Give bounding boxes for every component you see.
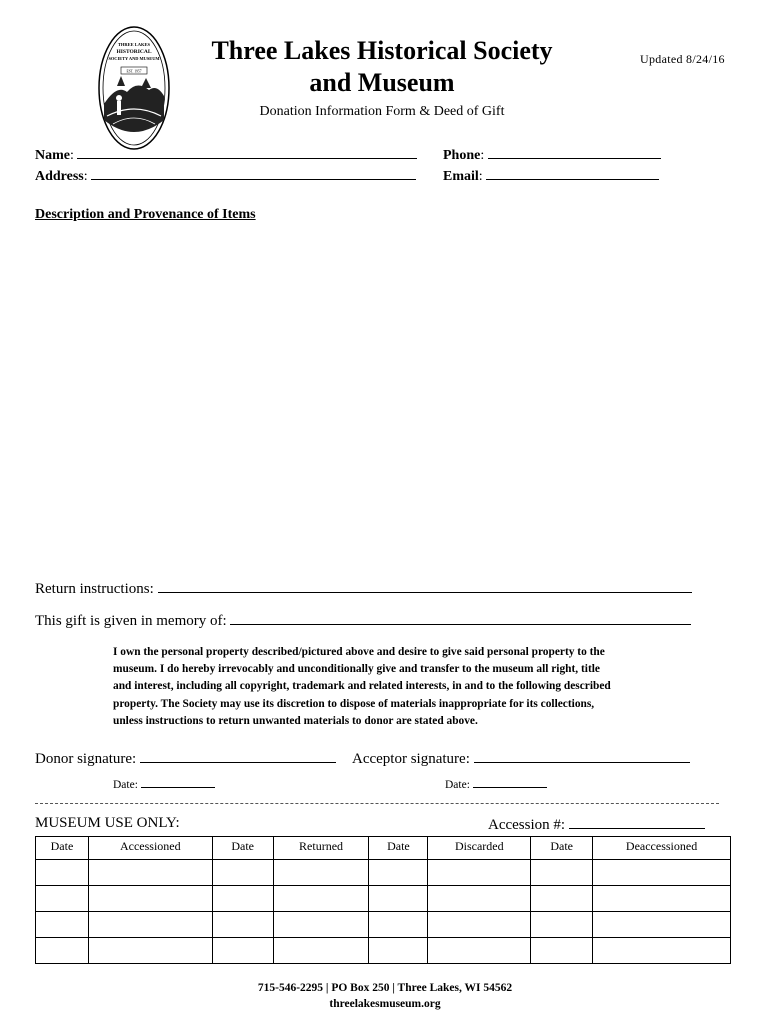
column-header: Date	[36, 837, 89, 860]
donor-signature-row	[35, 749, 336, 768]
museum-use-heading: MUSEUM USE ONLY:	[35, 815, 180, 831]
name-field-row: Name:	[35, 145, 417, 164]
column-header: Accessioned	[88, 837, 212, 860]
footer-website: threelakesmuseum.org	[329, 998, 441, 1010]
accession-row	[488, 815, 705, 834]
column-header: Discarded	[428, 837, 531, 860]
deed-line: I own the personal property described/pictured above and desire to give said personal property to the	[113, 646, 605, 658]
email-label: Email	[443, 169, 479, 184]
address-field-row: Address:	[35, 166, 416, 185]
svg-text:EST. 1957: EST. 1957	[126, 69, 142, 74]
table-cell[interactable]	[212, 912, 273, 938]
document-subtitle: Donation Information Form & Deed of Gift	[259, 104, 505, 119]
table-cell[interactable]	[593, 860, 731, 886]
table-row	[36, 938, 731, 964]
table-cell[interactable]	[212, 886, 273, 912]
table-cell[interactable]	[88, 912, 212, 938]
table-cell[interactable]	[531, 912, 593, 938]
table-row	[36, 912, 731, 938]
table-cell[interactable]	[212, 860, 273, 886]
document-title-line1: Three Lakes Historical Society	[211, 36, 553, 65]
svg-text:HISTORICAL: HISTORICAL	[116, 49, 152, 55]
accession-number-field[interactable]	[569, 815, 705, 829]
table-cell[interactable]	[36, 886, 89, 912]
name-field[interactable]	[77, 145, 417, 159]
donor-date-row	[113, 774, 215, 791]
table-cell[interactable]	[428, 860, 531, 886]
updated-date: Updated 8/24/16	[640, 52, 725, 66]
svg-text:SOCIETY AND MUSEUM: SOCIETY AND MUSEUM	[108, 56, 160, 61]
email-field[interactable]	[486, 166, 659, 180]
memory-field[interactable]	[230, 611, 691, 625]
table-cell[interactable]	[531, 860, 593, 886]
column-header: Returned	[273, 837, 369, 860]
table-cell[interactable]	[273, 938, 369, 964]
table-cell[interactable]	[593, 912, 731, 938]
cut-line-divider	[35, 803, 719, 804]
acceptor-signature-label: Acceptor signature:	[352, 751, 470, 767]
deed-line: unless instructions to return unwanted materials to donor are stated above.	[113, 714, 478, 727]
deed-line: museum. I do hereby irrevocably and unconditionally give and transfer to the museum all right, title	[113, 663, 600, 676]
svg-text:THREE LAKES: THREE LAKES	[117, 42, 151, 47]
table-header-row	[36, 837, 731, 860]
table-cell[interactable]	[369, 938, 428, 964]
memory-row	[35, 611, 691, 630]
table-cell[interactable]	[369, 886, 428, 912]
description-area[interactable]	[35, 232, 731, 572]
table-cell[interactable]	[531, 938, 593, 964]
phone-field[interactable]	[488, 145, 661, 159]
return-instructions-row	[35, 579, 692, 598]
deed-of-gift-text	[113, 644, 673, 730]
table-row	[36, 860, 731, 886]
table-cell[interactable]	[531, 886, 593, 912]
table-cell[interactable]	[593, 938, 731, 964]
table-cell[interactable]	[428, 886, 531, 912]
table-cell[interactable]	[212, 938, 273, 964]
footer-contact: 715-546-2295 | PO Box 250 | Three Lakes, WI 54562	[257, 982, 513, 994]
table-cell[interactable]	[369, 860, 428, 886]
acceptor-signature-field[interactable]	[474, 749, 690, 763]
acceptor-date-label: Date:	[445, 779, 470, 791]
donor-date-field[interactable]	[141, 774, 215, 788]
column-header: Date	[531, 837, 593, 860]
table-cell[interactable]	[273, 860, 369, 886]
email-field-row: Email:	[443, 166, 659, 185]
column-header: Deaccessioned	[593, 837, 731, 860]
donor-date-label: Date:	[113, 779, 138, 791]
phone-field-row: Phone:	[443, 145, 661, 164]
accession-label: Accession #:	[488, 817, 566, 833]
table-cell[interactable]	[88, 938, 212, 964]
table-cell[interactable]	[428, 912, 531, 938]
description-heading: Description and Provenance of Items	[35, 207, 256, 222]
society-logo	[97, 24, 171, 152]
table-cell[interactable]	[273, 886, 369, 912]
acceptor-signature-row	[352, 749, 690, 768]
museum-use-table	[35, 836, 731, 964]
return-instructions-label: Return instructions:	[35, 581, 154, 597]
donor-signature-field[interactable]	[140, 749, 336, 763]
acceptor-date-field[interactable]	[473, 774, 547, 788]
table-cell[interactable]	[369, 912, 428, 938]
table-cell[interactable]	[593, 886, 731, 912]
table-cell[interactable]	[36, 912, 89, 938]
deed-line: property. The Society may use its discretion to dispose of materials inappropriate for its collections,	[113, 697, 595, 710]
table-cell[interactable]	[88, 860, 212, 886]
donor-signature-label: Donor signature:	[35, 751, 137, 767]
column-header: Date	[212, 837, 273, 860]
table-row	[36, 886, 731, 912]
deed-line: and interest, including all copyright, trademark and related interests, in and to the following described	[113, 680, 611, 693]
table-cell[interactable]	[88, 886, 212, 912]
column-header: Date	[369, 837, 428, 860]
name-label: Name	[35, 148, 70, 163]
document-title-line2: and Museum	[309, 68, 455, 97]
address-label: Address	[35, 169, 84, 184]
acceptor-date-row	[445, 774, 547, 791]
table-cell[interactable]	[428, 938, 531, 964]
return-instructions-field[interactable]	[158, 579, 692, 593]
address-field[interactable]	[91, 166, 416, 180]
table-cell[interactable]	[273, 912, 369, 938]
phone-label: Phone	[443, 148, 481, 163]
memory-label: This gift is given in memory of:	[35, 613, 227, 629]
table-cell[interactable]	[36, 860, 89, 886]
table-cell[interactable]	[36, 938, 89, 964]
